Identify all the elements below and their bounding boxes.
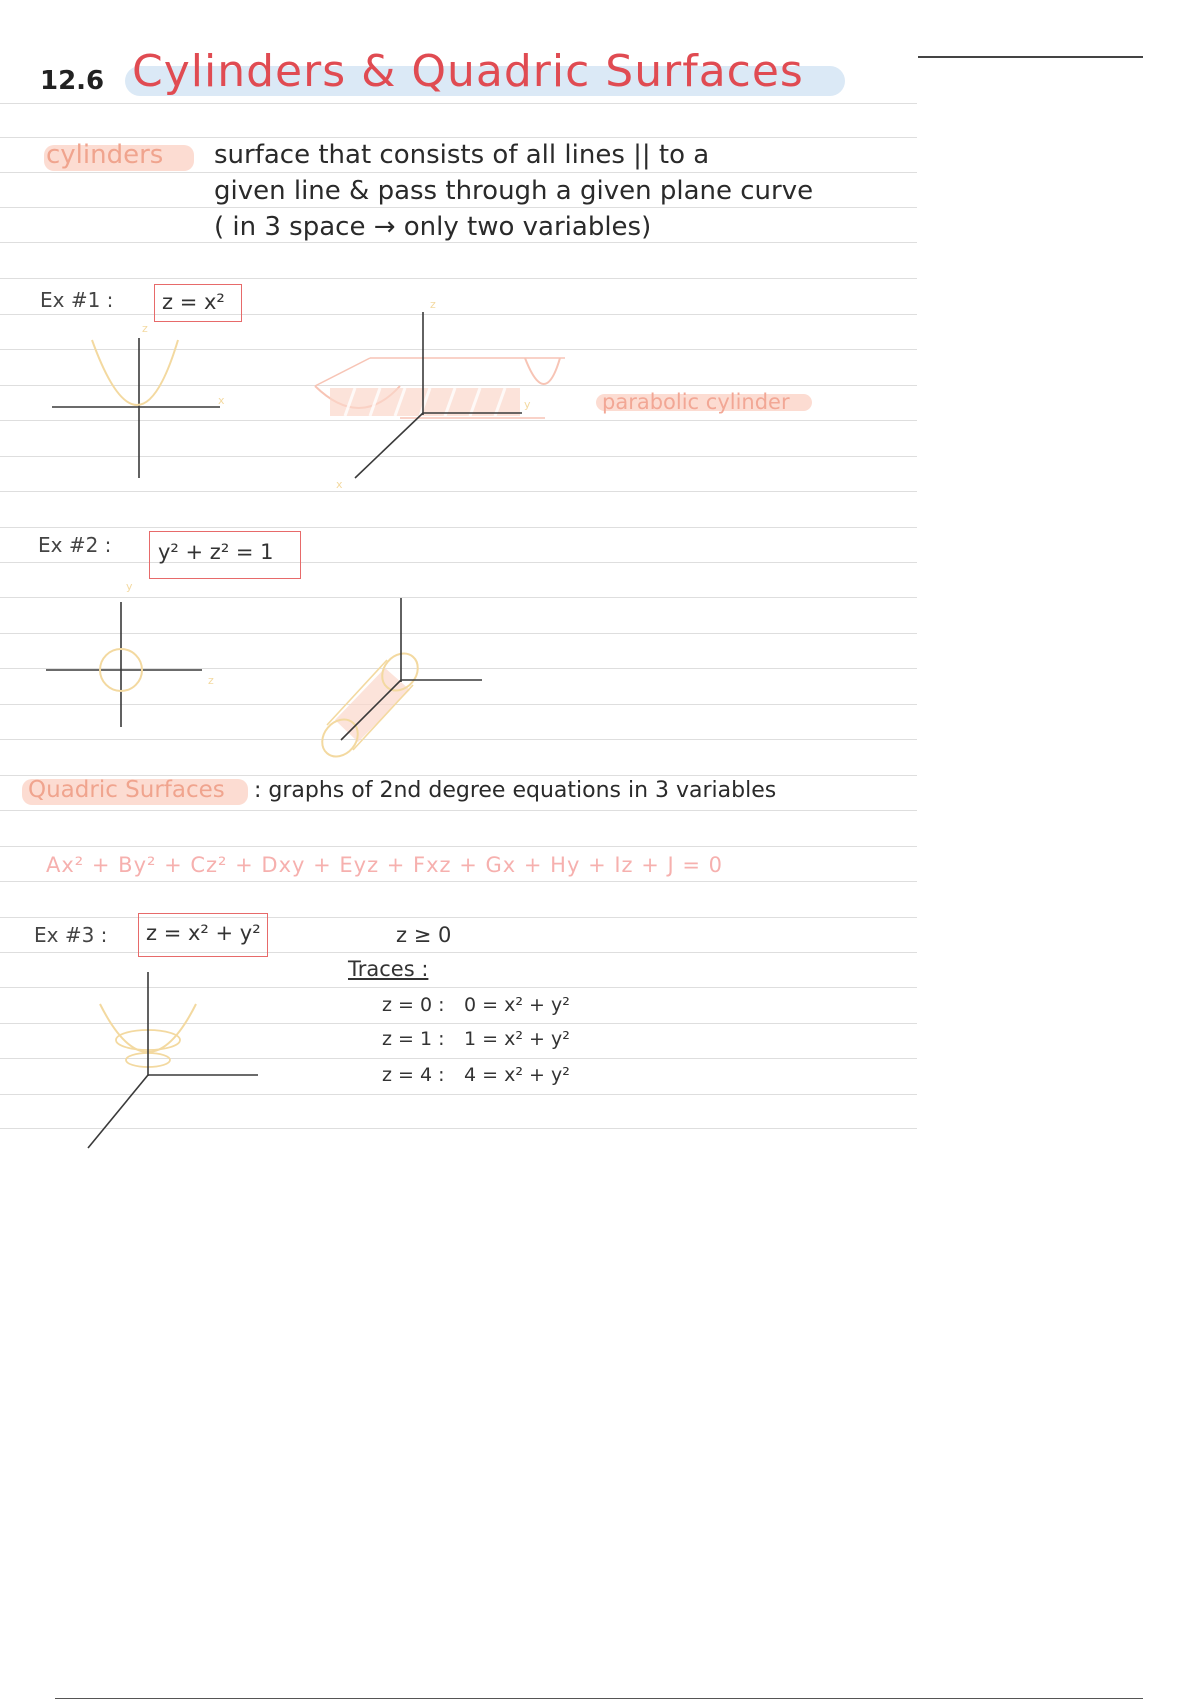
cylinders-term: cylinders (46, 140, 164, 170)
example1-label: Ex #1 : (40, 288, 114, 312)
example2-3d-graph (315, 598, 482, 764)
parabolic-cylinder-label: parabolic cylinder (602, 390, 790, 414)
example2-axis-z-label: z (208, 674, 214, 687)
trace-level: z = 0 : (382, 994, 445, 1016)
trace-equation: 1 = x² + y² (464, 1028, 570, 1050)
cylinders-definition-line2: given line & pass through a given plane curve (214, 176, 814, 206)
example2-equation: y² + z² = 1 (158, 540, 274, 564)
example1-3d-graph (315, 312, 565, 478)
example3-label: Ex #3 : (34, 923, 108, 947)
trace-level: z = 4 : (382, 1064, 445, 1086)
example3-condition: z ≥ 0 (396, 923, 452, 947)
example1-2d-graph (52, 338, 220, 478)
cylinders-definition-line1: surface that consists of all lines || to a (214, 140, 710, 170)
cylinders-definition-line3: ( in 3 space → only two variables) (214, 212, 652, 242)
traces-label: Traces : (348, 957, 429, 981)
page-title: Cylinders & Quadric Surfaces (132, 46, 804, 97)
example3-3d-graph (88, 972, 258, 1148)
general-quadric-equation: Ax² + By² + Cz² + Dxy + Eyz + Fxz + Gx + Hy + Iz + J = 0 (46, 853, 723, 877)
quadric-term: Quadric Surfaces (28, 777, 225, 803)
example1-3d-axis-x-label: x (336, 478, 343, 491)
section-number: 12.6 (40, 66, 105, 96)
quadric-definition: : graphs of 2nd degree equations in 3 variables (254, 778, 777, 803)
example3-equation: z = x² + y² (146, 921, 261, 945)
example2-label: Ex #2 : (38, 533, 112, 557)
example1-3d-axis-z-label: z (430, 298, 436, 311)
trace-equation: 0 = x² + y² (464, 994, 570, 1016)
example2-2d-graph (46, 602, 202, 727)
example1-equation: z = x² (162, 290, 225, 314)
trace-equation: 4 = x² + y² (464, 1064, 570, 1086)
example1-3d-axis-y-label: y (524, 398, 531, 411)
trace-level: z = 1 : (382, 1028, 445, 1050)
example1-axis-z-label: z (142, 322, 148, 335)
example1-axis-x-label: x (218, 394, 225, 407)
example2-axis-y-label: y (126, 580, 133, 593)
